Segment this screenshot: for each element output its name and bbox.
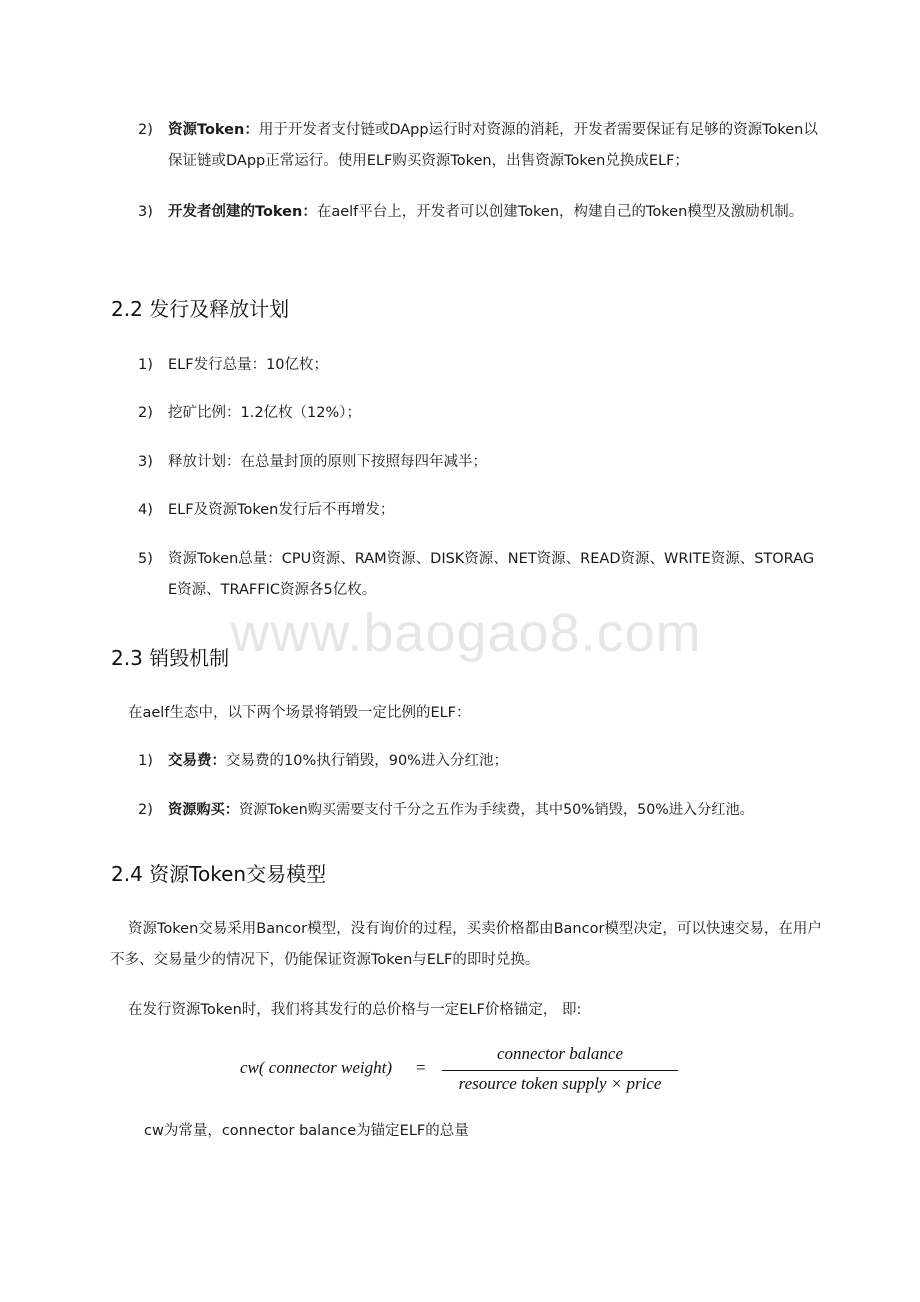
formula-numerator: connector balance — [496, 1044, 624, 1063]
connector-weight-formula — [240, 1040, 700, 1100]
section-heading-2-3: 2.3 销毁机制 — [111, 646, 230, 670]
list-item-text: 挖矿比例：1.2亿枚（12%）； — [168, 405, 362, 421]
paragraph-bancor: 资源Token交易采用Bancor模型，没有询价的过程，买卖价格都由Bancor模型决定，可以快速交易，在用户不多、交易量少的情况下，仍能保证资源Token与ELF的即时兑换。 — [110, 921, 822, 968]
list-item — [138, 398, 818, 429]
list-number: 2) — [138, 802, 153, 818]
list-item-text: ELF发行总量：10亿枚； — [168, 357, 329, 373]
formula-fraction-bar — [442, 1070, 678, 1071]
list-number: 4) — [138, 502, 153, 518]
list-item-text: 资源Token总量：CPU资源、RAM资源、DISK资源、NET资源、READ资源、WRITE资源、STORAGE资源、TRAFFIC资源各5亿枚。 — [168, 551, 815, 598]
list-item-transaction-fee — [138, 746, 818, 777]
list-item — [138, 544, 818, 606]
list-item-developer-token — [138, 197, 818, 228]
list-number: 1) — [138, 357, 153, 373]
section-heading-2-2: 2.2 发行及释放计划 — [111, 297, 290, 321]
formula-lhs: cw( connector weight) — [240, 1058, 393, 1077]
list-number: 2) — [138, 122, 153, 138]
list-number: 5) — [138, 551, 153, 567]
list-item-text: 资源Token购买需要支付千分之五作为手续费，其中50%销毁，50%进入分红池。 — [238, 802, 754, 818]
list-number: 1) — [138, 753, 153, 769]
list-number: 3) — [138, 204, 153, 220]
list-item-text: ELF及资源Token发行后不再增发； — [168, 502, 395, 518]
list-number: 3) — [138, 454, 153, 470]
formula-denominator: resource token supply × price — [458, 1074, 662, 1093]
watermark: www.baogao8.com — [230, 603, 702, 663]
paragraph-anchor: 在发行资源Token时，我们将其发行的总价格与一定ELF价格锚定， 即: — [128, 1002, 582, 1018]
list-item-text: 在aelf平台上，开发者可以创建Token，构建自己的Token模型及激励机制。 — [316, 204, 804, 220]
formula-note: cw为常量，connector balance为锚定ELF的总量 — [144, 1123, 469, 1139]
section-heading-2-4: 2.4 资源Token交易模型 — [111, 862, 327, 886]
paragraph-intro: 在aelf生态中，以下两个场景将销毁一定比例的ELF： — [128, 705, 471, 721]
list-item — [138, 447, 818, 478]
list-item-text: 交易费的10%执行销毁，90%进入分红池； — [226, 753, 508, 769]
list-item-text: 用于开发者支付链或DApp运行时对资源的消耗，开发者需要保证有足够的资源Token以保证链或DApp正常运行。使用ELF购买资源Token，出售资源Token兑换成ELF； — [168, 122, 818, 169]
list-item-term: 资源Token： — [168, 122, 259, 138]
list-item-resource-token — [138, 115, 818, 177]
list-item-term: 资源购买： — [168, 802, 239, 818]
list-item — [138, 495, 818, 526]
list-number: 2) — [138, 405, 153, 421]
list-item-term: 交易费： — [168, 753, 226, 769]
list-item — [138, 350, 818, 381]
list-item-term: 开发者创建的Token： — [168, 204, 317, 220]
list-item-text: 释放计划：在总量封顶的原则下按照每四年减半； — [168, 454, 487, 470]
list-item-resource-purchase — [138, 795, 838, 826]
formula-equals: = — [416, 1058, 426, 1077]
